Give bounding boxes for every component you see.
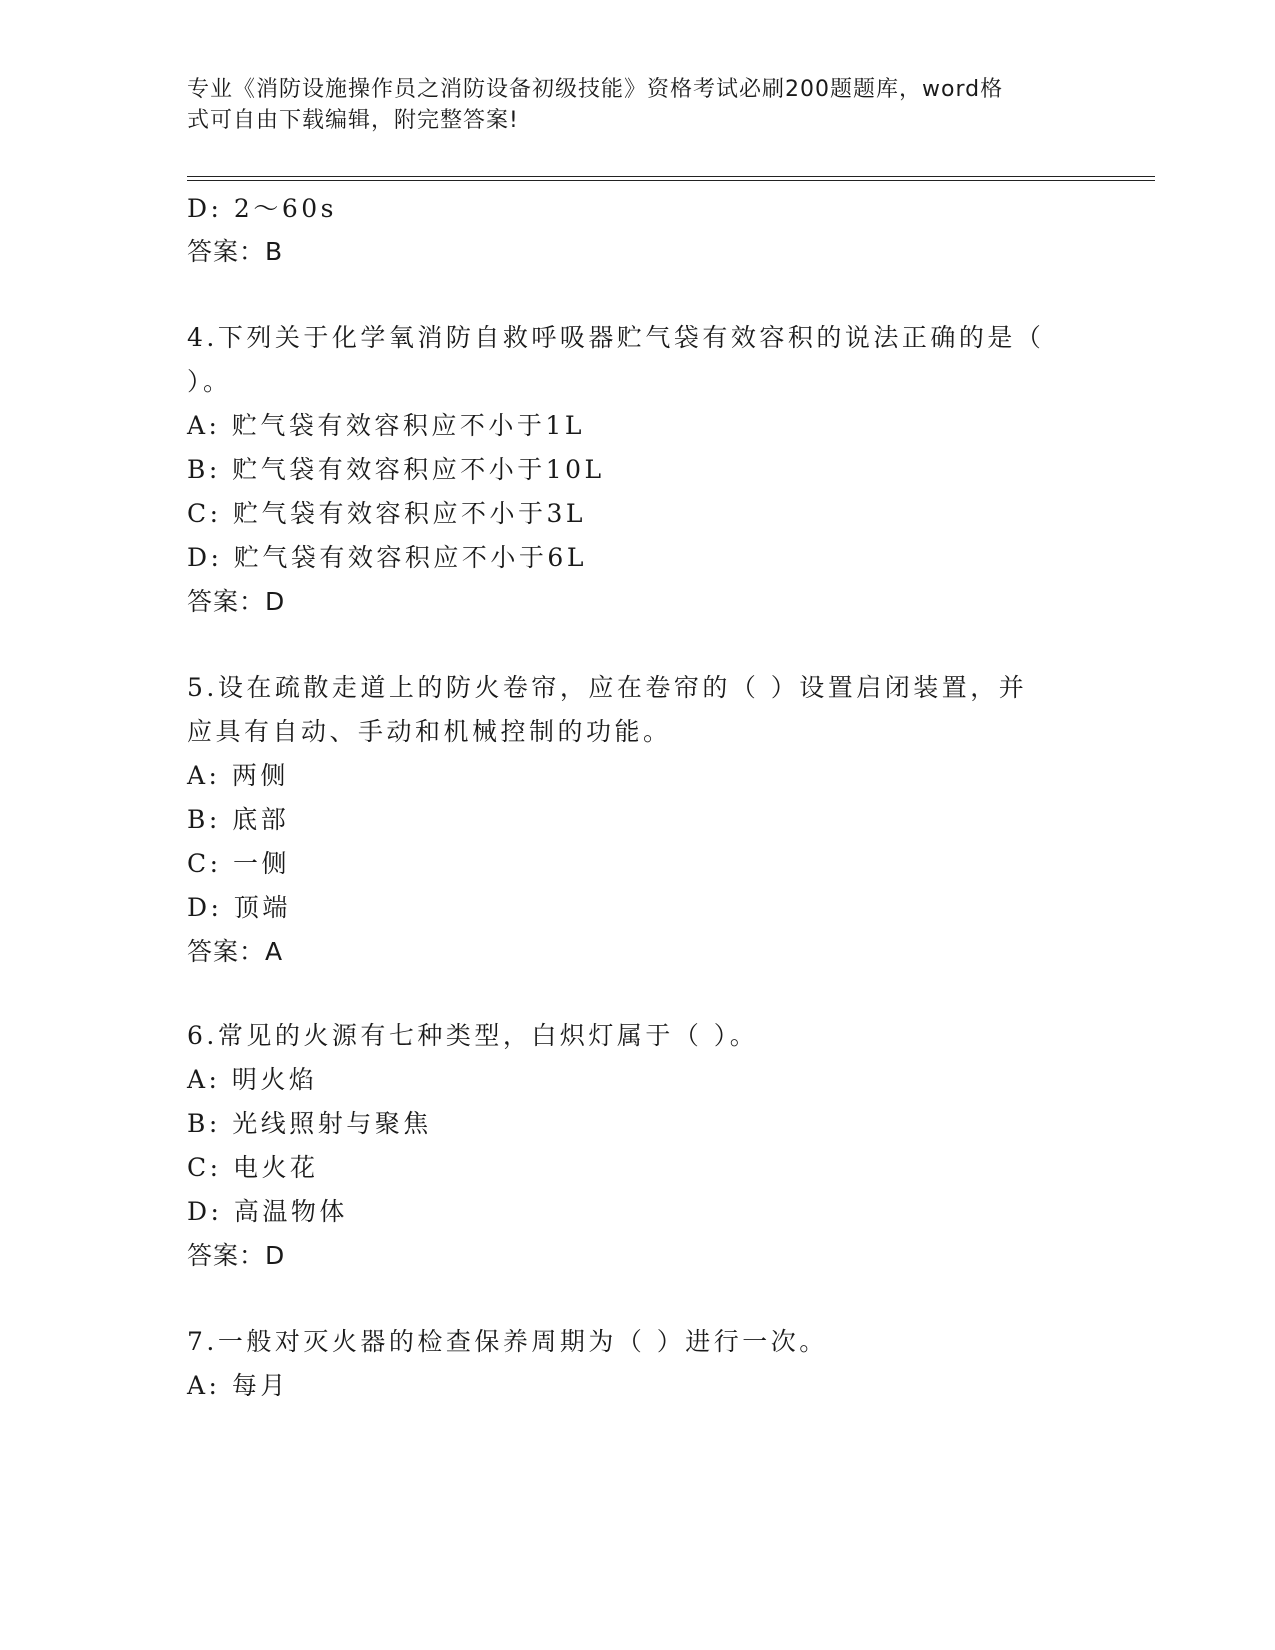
- q4-option-c: C: 贮气袋有效容积应不小于3L: [187, 499, 587, 528]
- q6-option-d: D: 高温物体: [187, 1197, 348, 1226]
- q4-stem-line-1: 4.下列关于化学氧消防自救呼吸器贮气袋有效容积的说法正确的是（: [187, 323, 1045, 352]
- prev-question-answer: 答案：B: [187, 237, 284, 266]
- q5-stem-line-2: 应具有自动、手动和机械控制的功能。: [187, 717, 672, 746]
- q5-answer: 答案：A: [187, 937, 284, 966]
- q7-stem: 7.一般对灭火器的检查保养周期为（ ）进行一次。: [187, 1327, 828, 1356]
- header-title-line-1: 专业《消防设施操作员之消防设备初级技能》资格考试必刷200题题库，word格: [187, 77, 1004, 102]
- header-divider-top: [187, 176, 1155, 177]
- header-title-line-2: 式可自由下载编辑，附完整答案!: [187, 108, 519, 133]
- q5-option-c: C: 一侧: [187, 849, 290, 878]
- prev-question-option-d: D: 2～60s: [187, 194, 337, 223]
- q5-option-b: B: 底部: [187, 805, 290, 834]
- q7-option-a: A: 每月: [187, 1371, 289, 1400]
- q5-stem-line-1: 5.设在疏散走道上的防火卷帘，应在卷帘的（ ）设置启闭装置，并: [187, 673, 1028, 702]
- q4-answer: 答案：D: [187, 587, 286, 616]
- q5-option-d: D: 顶端: [187, 893, 291, 922]
- document-header: [187, 74, 1087, 136]
- q4-option-d: D: 贮气袋有效容积应不小于6L: [187, 543, 587, 572]
- q6-answer: 答案：D: [187, 1241, 286, 1270]
- q4-stem-line-2: ）。: [187, 367, 232, 396]
- header-divider-bottom: [187, 180, 1155, 181]
- q6-option-a: A: 明火焰: [187, 1065, 318, 1094]
- q6-stem: 6.常见的火源有七种类型，白炽灯属于（ ）。: [187, 1021, 759, 1050]
- q5-option-a: A: 两侧: [187, 761, 289, 790]
- q4-option-b: B: 贮气袋有效容积应不小于10L: [187, 455, 605, 484]
- q6-option-b: B: 光线照射与聚焦: [187, 1109, 432, 1138]
- q4-option-a: A: 贮气袋有效容积应不小于1L: [187, 411, 585, 440]
- q6-option-c: C: 电火花: [187, 1153, 319, 1182]
